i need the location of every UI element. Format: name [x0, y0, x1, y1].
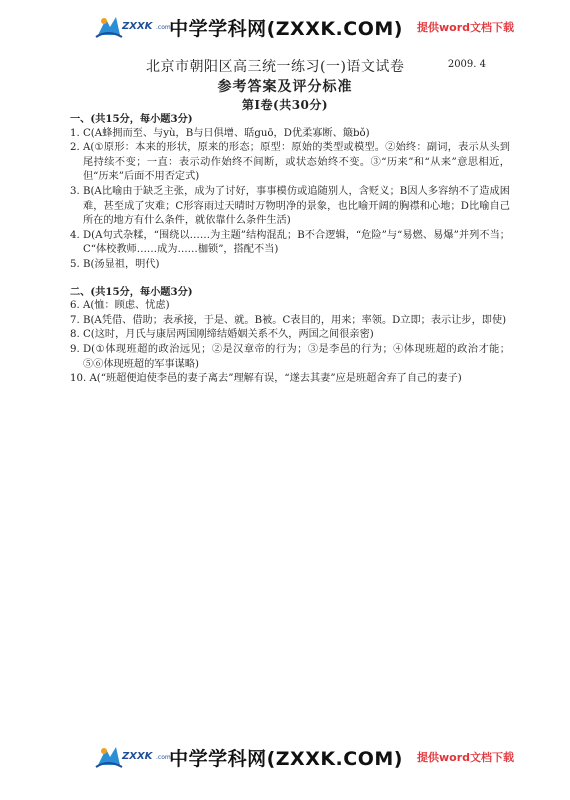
title-row — [146, 56, 486, 74]
answer-item-10 — [70, 372, 510, 387]
page-title: 北京市朝阳区高三统一练习(一)语文试卷 — [146, 59, 405, 75]
part1-heading: 一、(共15分，每小题3分) — [70, 113, 193, 125]
logo-text: ZXXK — [122, 751, 153, 762]
zxxk-logo[interactable] — [94, 743, 171, 771]
site-name[interactable]: 中学学科网(ZXXK.COM) — [169, 17, 403, 40]
logo-sub-text: .com — [156, 24, 171, 31]
part2-heading: 二、(共15分，每小题3分) — [70, 285, 193, 298]
header-banner — [94, 10, 514, 44]
footer-banner — [94, 740, 514, 774]
answer-item-4 — [70, 229, 510, 258]
answer-item-5 — [70, 258, 510, 273]
site-name[interactable]: 中学学科网(ZXXK.COM) — [169, 747, 403, 770]
answer-item-6 — [70, 299, 510, 314]
download-link[interactable]: 提供word文档下载 — [416, 751, 514, 764]
zxxk-logo-icon — [94, 13, 124, 41]
zxxk-logo[interactable] — [94, 13, 171, 41]
item-text: A(①原形：本来的形状，原来的形态；原型：原始的类型或模型。②始终：副词，表示从头到尾持续不变；一直：表示动作始终不间断，或状态始终不变。③“历来”和“从来”意思相近，但“历来”后面不用否定式) — [82, 142, 510, 183]
logo-text: ZXXK — [122, 21, 153, 32]
item-number: 9. — [70, 343, 83, 355]
item-text: B(汤显祖，明代) — [82, 258, 160, 270]
section-gap — [70, 273, 510, 285]
logo-sub-text: .com — [156, 754, 171, 761]
item-text: D(①体现班超的政治远见；②是汉章帝的行为；③是李邑的行为；④体现班超的政治才能；⑤⑥体现班超的军事谋略) — [82, 343, 510, 370]
section-title: 第Ⅰ卷(共30分) — [241, 98, 329, 112]
item-text: B(A凭借、借助；表承接，于是、就。B被。C表目的，用来；率领。D立即；表示让步，即使) — [82, 314, 507, 326]
item-number: 6. — [70, 300, 83, 312]
item-text: A(“班超便迫使李邑的妻子离去”理解有误，“遂去其妻”应是班超舍弃了自己的妻子) — [89, 373, 462, 385]
item-number: 10. — [70, 373, 90, 385]
download-link[interactable]: 提供word文档下载 — [416, 21, 514, 34]
answer-content — [70, 112, 510, 387]
zxxk-logo-icon — [94, 743, 124, 771]
item-number: 4. — [70, 229, 83, 241]
answer-item-1 — [70, 127, 510, 142]
item-number: 1. — [70, 127, 83, 139]
answer-item-8 — [70, 328, 510, 343]
answer-item-7 — [70, 314, 510, 329]
answer-item-3 — [70, 185, 510, 229]
item-text: C(这时，月氏与康居两国刚缔结婚姻关系不久，两国之间很亲密) — [82, 329, 374, 341]
exam-date: 2009. 4 — [447, 59, 486, 70]
item-number: 3. — [70, 185, 83, 197]
item-text: C(A蜂拥而至、与yù，B与日俱增、聒guō，D优柔寡断、簸bǒ) — [82, 127, 370, 139]
item-text: A(恤：顾虑、忧虑) — [82, 300, 170, 312]
item-text: D(A句式杂糅，“围绕以……为主题”结构混乱；B不合逻辑，“危险”与“易燃、易爆”并列不当；C“体校教师……成为……枷锁”，搭配不当) — [82, 229, 510, 256]
item-number: 7. — [70, 314, 83, 326]
item-number: 8. — [70, 329, 83, 341]
item-number: 2. — [70, 142, 83, 154]
item-number: 5. — [70, 258, 83, 270]
answer-item-9 — [70, 343, 510, 372]
item-text: B(A比喻由于缺乏主张，成为了讨好，事事模仿或追随别人，含贬义；B因人多容纳不了造成困难，甚至成了灾难；C形容雨过天晴时万物明净的景象，也比喻开阔的胸襟和心地；D比喻自己所在的地方有什么条件，就依靠什么条件生活) — [82, 185, 510, 227]
page-subtitle: 参考答案及评分标准 — [217, 79, 353, 95]
answer-item-2 — [70, 141, 510, 185]
